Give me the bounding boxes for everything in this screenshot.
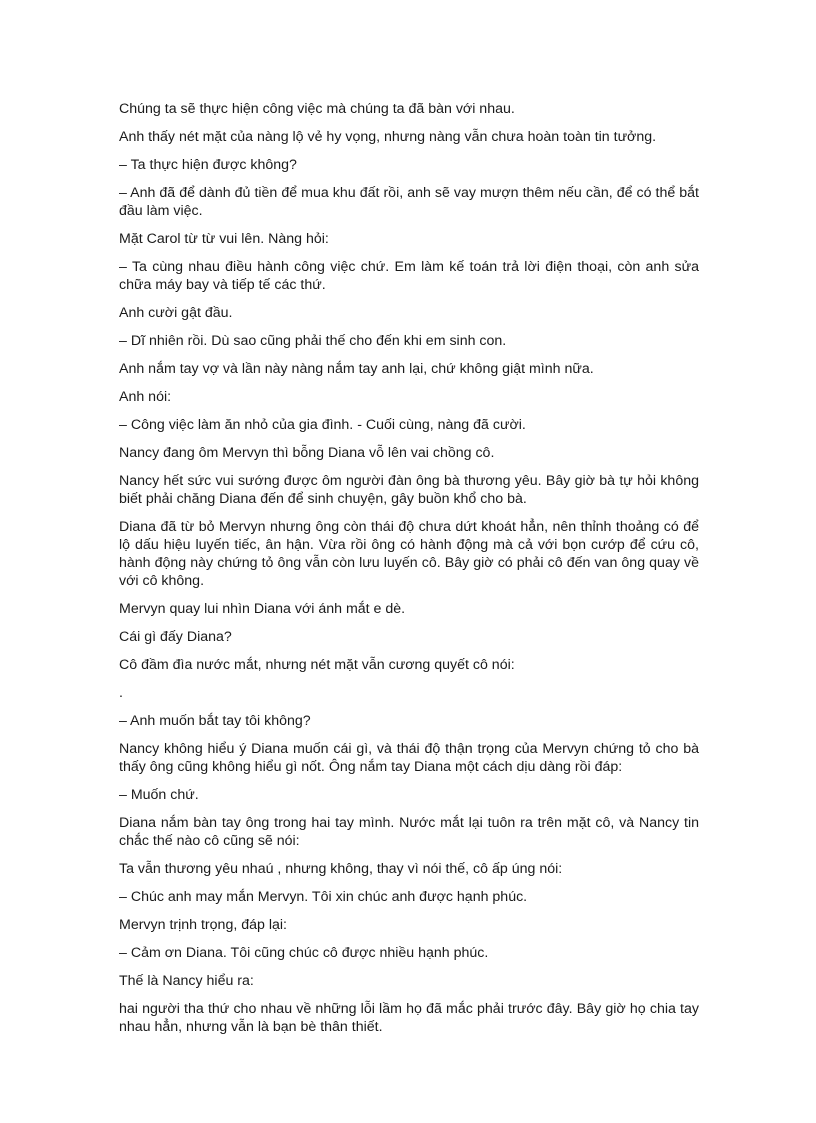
paragraph: Cái gì đấy Diana?	[119, 629, 232, 645]
paragraph: – Anh muốn bắt tay tôi không?	[119, 713, 311, 729]
paragraph: Anh cười gật đầu.	[119, 305, 233, 321]
paragraph: Anh thấy nét mặt của nàng lộ vẻ hy vọng, nhưng nàng vẫn chưa hoàn toàn tin tưởng.	[119, 129, 657, 145]
paragraph: Diana nắm bàn tay ông trong hai tay mình. Nước mắt lại tuôn ra trên mặt cô, và Nancy tin chắc thế nào cô cũng sẽ nói:	[119, 815, 699, 849]
paragraph: Chúng ta sẽ thực hiện công việc mà chúng ta đã bàn với nhau.	[119, 101, 515, 117]
paragraph: – Ta thực hiện được không?	[119, 157, 297, 173]
paragraph: – Chúc anh may mắn Mervyn. Tôi xin chúc anh được hạnh phúc.	[119, 889, 528, 905]
paragraph: Mervyn trịnh trọng, đáp lại:	[119, 917, 287, 933]
paragraph: – Muốn chứ.	[119, 787, 199, 803]
paragraph: Mervyn quay lui nhìn Diana với ánh mắt e dè.	[119, 601, 406, 617]
paragraph: – Ta cùng nhau điều hành công việc chứ. Em làm kế toán trả lời điện thoại, còn anh sửa chữa máy bay và tiếp tế các thứ.	[119, 259, 699, 293]
paragraph: – Dĩ nhiên rồi. Dù sao cũng phải thế cho đến khi em sinh con.	[119, 333, 507, 349]
paragraph: Nancy đang ôm Mervyn thì bỗng Diana vỗ lên vai chồng cô.	[119, 445, 495, 461]
paragraph: – Anh đã để dành đủ tiền để mua khu đất rồi, anh sẽ vay mượn thêm nếu cần, để có thể bắt đầu làm việc.	[119, 185, 699, 219]
document-body	[119, 100, 699, 1046]
paragraph: Nancy hết sức vui sướng được ôm người đàn ông bà thương yêu. Bây giờ bà tự hỏi không biết phải chăng Diana đến để sinh chuyện, gây buồn khổ cho bà.	[119, 473, 699, 507]
paragraph: .	[119, 685, 123, 701]
paragraph: hai người tha thứ cho nhau về những lỗi lầm họ đã mắc phải trước đây. Bây giờ họ chia tay nhau hẳn, nhưng vẫn là bạn bè thân thiết.	[119, 1001, 699, 1035]
paragraph: Anh nắm tay vợ và lần này nàng nắm tay anh lại, chứ không giật mình nữa.	[119, 361, 594, 377]
paragraph: Ta vẫn thương yêu nhaú , nhưng không, thay vì nói thế, cô ấp úng nói:	[119, 861, 563, 877]
paragraph: Diana đã từ bỏ Mervyn nhưng ông còn thái độ chưa dứt khoát hẳn, nên thỉnh thoảng có để lộ dấu hiệu luyến tiếc, ân hận. Vừa rồi ông có hành động mà cả với bọn cướp để cứu cô, hành động này chứng tỏ ông vẫn còn lưu luyến cô. Bây giờ có phải cô đến van ông quay về với cô không.	[119, 519, 699, 589]
paragraph: – Công việc làm ăn nhỏ của gia đình. - Cuối cùng, nàng đã cười.	[119, 417, 526, 433]
paragraph: – Cảm ơn Diana. Tôi cũng chúc cô được nhiều hạnh phúc.	[119, 945, 489, 961]
paragraph: Mặt Carol từ từ vui lên. Nàng hỏi:	[119, 231, 329, 247]
paragraph: Cô đầm đìa nước mắt, nhưng nét mặt vẫn cương quyết cô nói:	[119, 657, 515, 673]
paragraph: Thế là Nancy hiểu ra:	[119, 973, 254, 989]
paragraph: Anh nói:	[119, 389, 172, 405]
paragraph: Nancy không hiểu ý Diana muốn cái gì, và thái độ thận trọng của Mervyn chứng tỏ cho bà thấy ông cũng không hiểu gì nốt. Ông nắm tay Diana một cách dịu dàng rồi đáp:	[119, 741, 699, 775]
